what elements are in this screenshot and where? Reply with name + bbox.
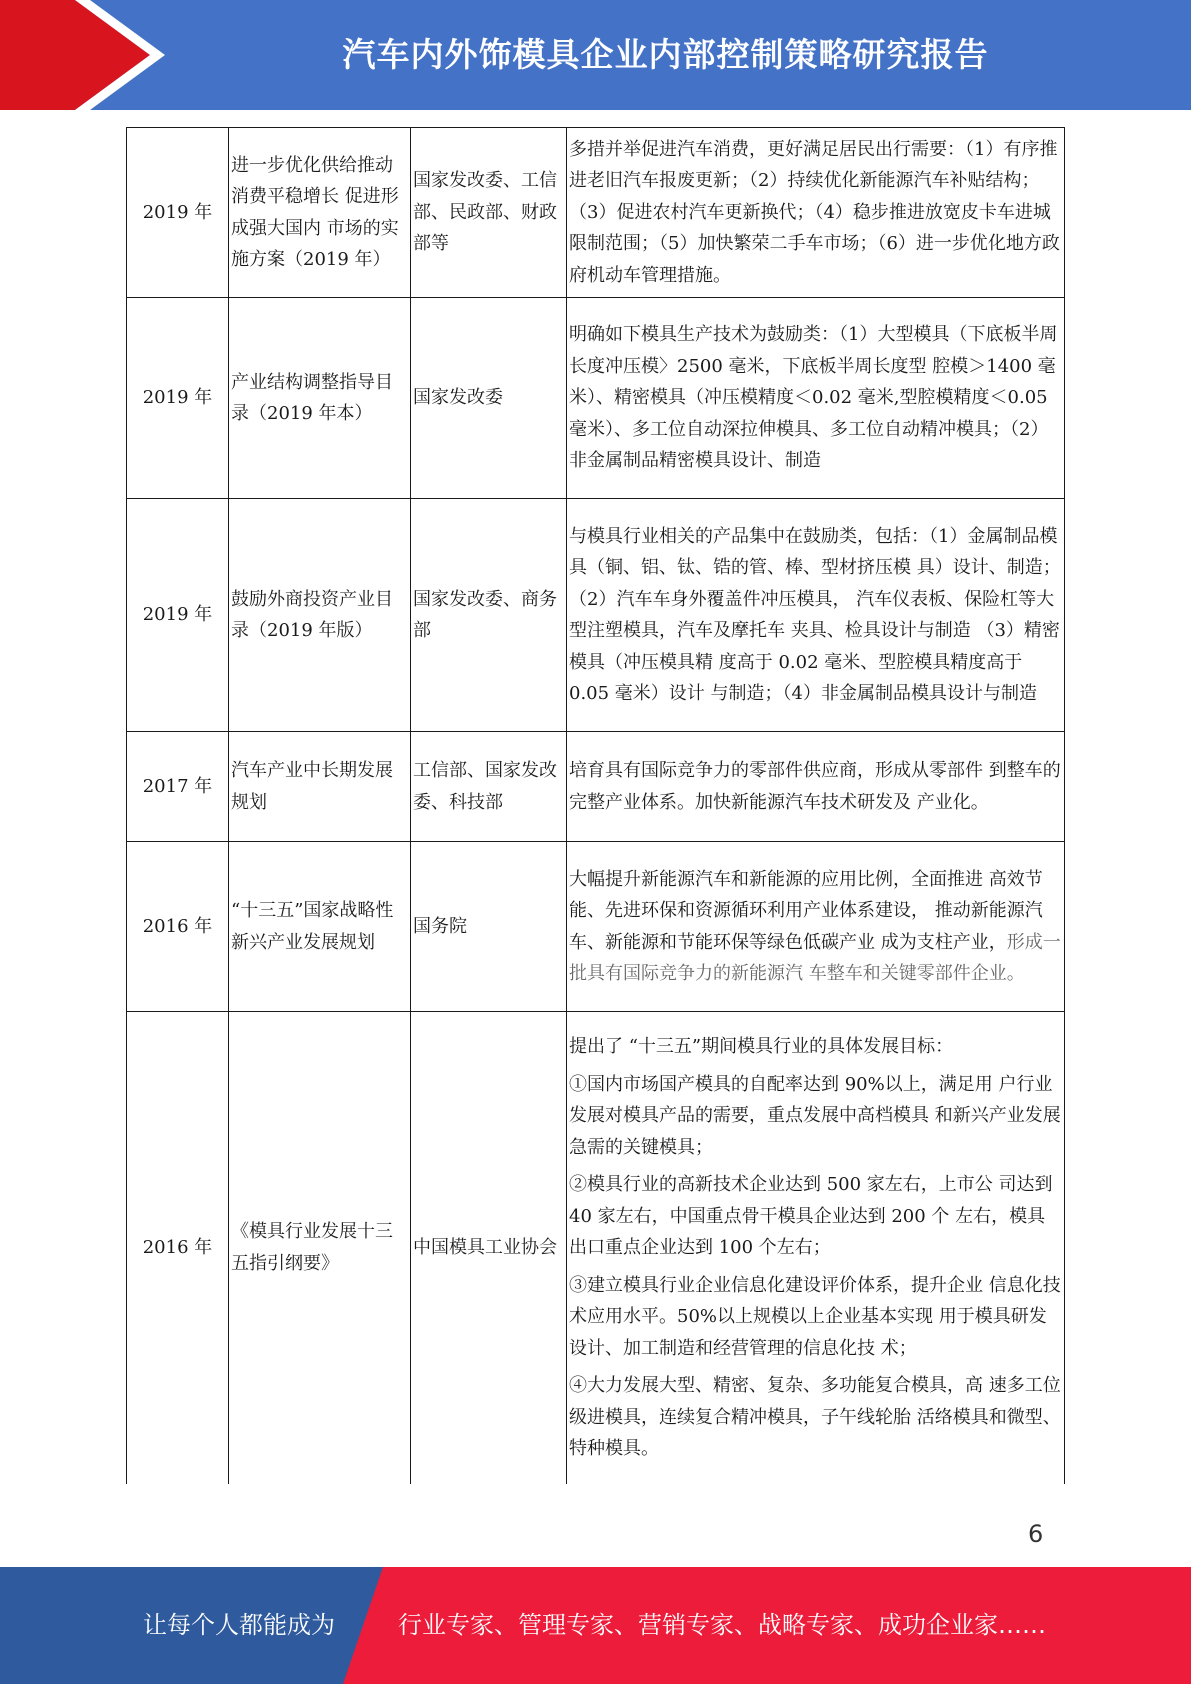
footer-slogan-left: 让每个人都能成为 xyxy=(143,1611,335,1639)
footer-slogan-right: 行业专家、管理专家、营销专家、战略专家、成功企业家…… xyxy=(398,1611,1046,1639)
content-text: 大幅提升新能源汽车和新能源的应用比例，全面推进 高效节能、先进环保和资源循环利用产业体系建设， 推动新能源汽车、新能源和节能环保等绿色低碳产业 成为支柱产业， xyxy=(569,868,1043,953)
content-paragraph: 明确如下模具生产技术为鼓励类：（1）大型模具（下底板半周长度冲压模〉2500 毫米，下底板半周长度型 腔模＞1400 毫米）、精密模具（冲压模精度＜0.02 毫米,型腔模精度＜0.05 毫米）、多工位自动深拉伸模具、多工位自动精冲模具；（2）非金属制品精密模具设计、制造 xyxy=(569,324,1058,472)
content-paragraph: ①国内市场国产模具的自配率达到 90%以上，满足用 户行业发展对模具产品的需要，重点发展中高档模具 和新兴产业发展急需的关键模具； xyxy=(569,1073,1061,1158)
table-row xyxy=(127,842,1065,1012)
content-paragraph: ③建立模具行业企业信息化建设评价体系，提升企业 信息化技术应用水平。50%以上规模以上企业基本实现 用于模具研发设计、加工制造和经营管理的信息化技 术； xyxy=(569,1274,1061,1359)
year-cell: 2017 年 xyxy=(127,732,229,842)
content-paragraph: 与模具行业相关的产品集中在鼓励类，包括：（1）金属制品模具（铜、铝、钛、锆的管、棒、型材挤压模 具）设计、制造；（2）汽车车身外覆盖件冲压模具， 汽车仪表板、保险杠等大型注塑模具，汽车及摩托车 夹具、检具设计与制造 （3）精密模具（冲压模具精 度高于 0.02 毫米、型腔模具精度高于 0.05 毫米）设计 与制造；（4）非金属制品模具设计与制造 xyxy=(569,525,1061,704)
policy-title-cell: 《模具行业发展十三五指引纲要》 xyxy=(229,1012,411,1484)
content-paragraph: 提出了 “十三五”期间模具行业的具体发展目标： xyxy=(569,1036,954,1057)
year-cell: 2019 年 xyxy=(127,499,229,732)
content-cell xyxy=(567,499,1065,732)
table-row xyxy=(127,128,1065,298)
policy-title-cell: “十三五”国家战略性新兴产业发展规划 xyxy=(229,842,411,1012)
content-cell xyxy=(567,128,1065,298)
content-text-faded: 形成一批具有国际竞争力的新能源汽 车整车和关键零部件企业。 xyxy=(569,931,1061,984)
content-paragraph: ④大力发展大型、精密、复杂、多功能复合模具，高 速多工位级进模具，连续复合精冲模具，子午线轮胎 活络模具和微型、特种模具。 xyxy=(569,1375,1061,1459)
page-number: 6 xyxy=(1028,1520,1044,1548)
content-cell xyxy=(567,1012,1065,1484)
table-row xyxy=(127,298,1065,499)
table-row xyxy=(127,1012,1065,1484)
content-paragraph: 培育具有国际竞争力的零部件供应商，形成从零部件 到整车的完整产业体系。加快新能源汽车技术研发及 产业化。 xyxy=(569,760,1061,813)
department-cell: 工信部、国家发改委、科技部 xyxy=(411,732,567,842)
department-cell: 国家发改委 xyxy=(411,298,567,499)
content-cell xyxy=(567,732,1065,842)
content-cell xyxy=(567,842,1065,1012)
department-cell: 国务院 xyxy=(411,842,567,1012)
policy-title-cell: 产业结构调整指导目录（2019 年本） xyxy=(229,298,411,499)
table-row xyxy=(127,499,1065,732)
content-cell xyxy=(567,298,1065,499)
year-cell: 2016 年 xyxy=(127,842,229,1012)
report-title: 汽车内外饰模具企业内部控制策略研究报告 xyxy=(342,35,989,74)
table-row xyxy=(127,732,1065,842)
policy-title-cell: 汽车产业中长期发展规划 xyxy=(229,732,411,842)
policy-title-cell: 鼓励外商投资产业目录（2019 年版） xyxy=(229,499,411,732)
content-paragraph xyxy=(569,864,1062,990)
page-header xyxy=(0,0,1191,110)
year-cell: 2019 年 xyxy=(127,298,229,499)
content-paragraph: ②模具行业的高新技术企业达到 500 家左右，上市公 司达到 40 家左右，中国重点骨干模具企业达到 200 个 左右，模具出口重点企业达到 100 个左右； xyxy=(569,1174,1053,1258)
year-cell: 2019 年 xyxy=(127,128,229,298)
year-cell: 2016 年 xyxy=(127,1012,229,1484)
department-cell: 中国模具工业协会 xyxy=(411,1012,567,1484)
content-paragraph: 多措并举促进汽车消费，更好满足居民出行需要：（1）有序推进老旧汽车报废更新；（2）持续优化新能源汽车补贴结构；（3）促进农村汽车更新换代；（4）稳步推进放宽皮卡车进城限制范围；（5）加快繁荣二手车市场；（6）进一步优化地方政府机动车管理措施。 xyxy=(569,138,1060,286)
policy-title-cell: 进一步优化供给推动消费平稳增长 促进形成强大国内 市场的实施方案（2019 年） xyxy=(229,128,411,298)
department-cell: 国家发改委、工信部、民政部、财政部等 xyxy=(411,128,567,298)
policy-table xyxy=(126,127,1065,1484)
department-cell: 国家发改委、商务部 xyxy=(411,499,567,732)
page-footer xyxy=(0,1567,1191,1684)
